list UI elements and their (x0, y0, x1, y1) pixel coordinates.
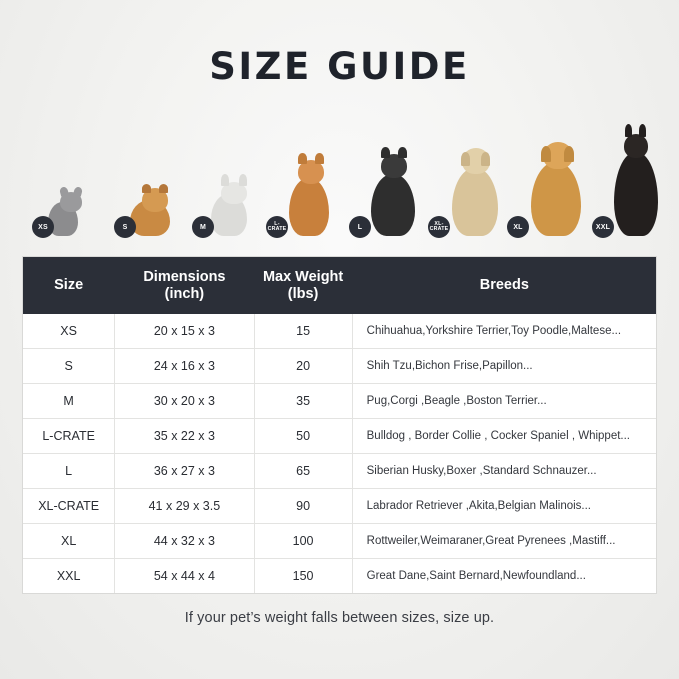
collie-ear-left-l (381, 147, 390, 158)
table-row (23, 524, 656, 559)
cell-weight: 15 (254, 314, 352, 349)
badge-xl: XL (507, 216, 529, 238)
header-dimensions (115, 257, 254, 314)
shiba-head-l-crate (266, 150, 292, 174)
header-size: Size (23, 257, 115, 314)
pet-m (188, 172, 260, 246)
badge-l: L (349, 216, 371, 238)
cell-weight: 20 (254, 349, 352, 384)
table-header-row (23, 257, 656, 314)
badge-xs: XS (32, 216, 54, 238)
cell-weight: 90 (254, 489, 352, 524)
header-breeds: Breeds (352, 257, 656, 314)
cell-size: M (23, 384, 115, 419)
cell-dimensions: 36 x 27 x 3 (115, 454, 254, 489)
golden-body-xl (531, 162, 581, 236)
labrador-ear-left-xl-crate (461, 152, 470, 166)
cat-ear-right-xs (73, 186, 83, 197)
table-row (23, 559, 656, 594)
cell-weight: 100 (254, 524, 352, 559)
cell-breeds: Pug,Corgi ,Beagle ,Boston Terrier... (352, 384, 656, 419)
table-row (23, 349, 656, 384)
cell-dimensions: 54 x 44 x 4 (115, 559, 254, 594)
pet-xxl (588, 124, 670, 246)
footnote: If your pet’s weight falls between sizes, size up. (184, 610, 495, 627)
pet-s (110, 180, 180, 246)
shiba-body-l-crate (289, 178, 329, 236)
cell-size: XXL (23, 559, 115, 594)
doberman-body-xxl (614, 152, 658, 236)
header-dimensions-line2: (inch) (164, 285, 205, 302)
page-title: SIZE GUIDE (209, 45, 470, 88)
frenchie-ear-left-m (221, 174, 229, 186)
cell-size: L (23, 454, 115, 489)
labrador-body-xl-crate (452, 168, 498, 236)
cell-size: L-CRATE (23, 419, 115, 454)
cell-breeds: Labrador Retriever ,Akita,Belgian Malinois... (352, 489, 656, 524)
table-body (23, 314, 656, 593)
cell-size: XL-CRATE (23, 489, 115, 524)
cell-weight: 50 (254, 419, 352, 454)
table-row (23, 314, 656, 349)
size-table (23, 257, 656, 593)
golden-ear-right-xl (564, 146, 574, 162)
labrador-ear-right-xl-crate (481, 152, 490, 166)
shiba-ear-left-l-crate (298, 153, 307, 164)
cell-dimensions: 30 x 20 x 3 (115, 384, 254, 419)
frenchie-ear-right-m (239, 174, 247, 186)
badge-s: S (114, 216, 136, 238)
size-table-container (22, 256, 657, 594)
pomeranian-ear-right-s (159, 184, 168, 193)
doberman-head-xxl (624, 134, 648, 158)
shiba-ear-right-l-crate (315, 153, 324, 164)
cell-weight: 150 (254, 559, 352, 594)
pet-l (345, 146, 427, 246)
header-weight-line2: (lbs) (287, 285, 319, 302)
header-weight-line1: Max Weight (262, 269, 344, 285)
cell-size: XL (23, 524, 115, 559)
cell-breeds: Rottweiler,Weimaraner,Great Pyrenees ,Mastiff... (352, 524, 656, 559)
pet-xs (28, 186, 90, 246)
collie-body-l (371, 174, 415, 236)
pomeranian-ear-left-s (142, 184, 151, 193)
cell-dimensions: 20 x 15 x 3 (115, 314, 254, 349)
cell-size: S (23, 349, 115, 384)
cell-dimensions: 24 x 16 x 3 (115, 349, 254, 384)
cell-weight: 35 (254, 384, 352, 419)
doberman-ear-left-xxl (625, 124, 632, 137)
cell-dimensions: 35 x 22 x 3 (115, 419, 254, 454)
badge-xl-crate: XL-CRATE (428, 216, 450, 238)
table-row (23, 454, 656, 489)
table-header (23, 257, 656, 314)
cell-weight: 65 (254, 454, 352, 489)
table-row (23, 489, 656, 524)
pet-size-illustrations (0, 106, 679, 246)
badge-m: M (192, 216, 214, 238)
pet-xl (503, 134, 593, 246)
table-row (23, 384, 656, 419)
cell-breeds: Chihuahua,Yorkshire Terrier,Toy Poodle,Maltese... (366, 325, 622, 338)
doberman-ear-right-xxl (639, 124, 646, 137)
pet-xl-crate (424, 140, 510, 246)
collie-ear-right-l (398, 147, 407, 158)
badge-xxl: XXL (592, 216, 614, 238)
header-max-weight (254, 257, 352, 314)
table-row (23, 419, 656, 454)
cell-breeds: Great Dane,Saint Bernard,Newfoundland... (352, 559, 656, 594)
cell-breeds: Shih Tzu,Bichon Frise,Papillon... (352, 349, 656, 384)
cell-dimensions: 41 x 29 x 3.5 (115, 489, 254, 524)
cell-size: XS (23, 314, 115, 349)
cell-dimensions: 44 x 32 x 3 (115, 524, 254, 559)
header-dimensions-line1: Dimensions (143, 269, 226, 285)
pet-l-crate (262, 150, 342, 246)
golden-ear-left-xl (541, 146, 551, 162)
cell-breeds: Siberian Husky,Boxer ,Standard Schnauzer... (352, 454, 656, 489)
cell-breeds: Bulldog , Border Collie , Cocker Spaniel , Whippet... (352, 419, 656, 454)
badge-l-crate: L-CRATE (266, 216, 288, 238)
